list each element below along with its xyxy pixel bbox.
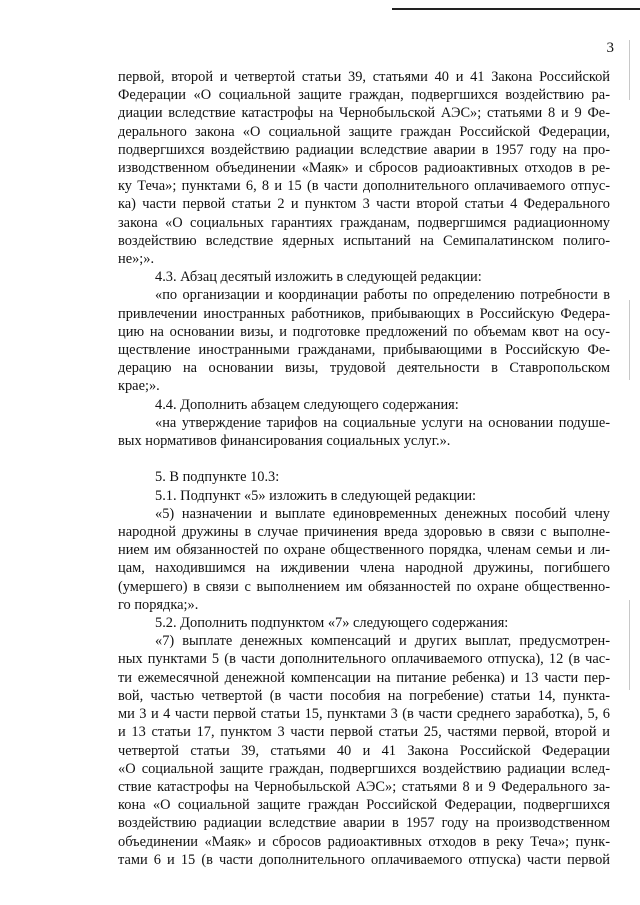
text-line: цию на основании визы, и подготовке предложений по объемам квот на осу- — [118, 323, 610, 340]
text-line: «7) выплате денежных компенсаций и других выплат, предусмотрен- — [155, 633, 610, 650]
text-line: дерального закона «О социальной защите граждан Российской Федерации, — [118, 123, 610, 140]
text-line: не»;». — [118, 251, 155, 268]
scan-edge-mark — [629, 300, 630, 380]
text-line: тами 6 и 15 (в части дополнительного оплачиваемого отпуска) части первой — [118, 851, 610, 868]
text-line: го порядка;». — [118, 596, 199, 613]
document-body — [118, 68, 610, 869]
page-number: 3 — [606, 40, 614, 56]
section-heading: 5.1. Подпункт «5» изложить в следующей редакции: — [155, 487, 477, 504]
section-heading: 5.2. Дополнить подпунктом «7» следующего содержания: — [155, 615, 509, 632]
text-line: ку Теча»; пунктами 6, 8 и 15 (в части дополнительного оплачиваемого отпус- — [118, 178, 610, 195]
text-line: изводственном объединении «Маяк» и сбросов радиоактивных отходов в ре- — [118, 160, 610, 177]
text-line: ти ежемесячной денежной компенсации на питание ребенка) и 13 части пер- — [118, 669, 610, 686]
text-line: диации вследствие катастрофы на Чернобыльской АЭС»; статьями 8 и 9 Фе- — [118, 105, 610, 122]
blank-line — [118, 450, 610, 468]
text-line: крае;». — [118, 378, 160, 395]
text-line: ка) части первой статьи 2 и пунктом 3 части второй статьи 4 Федерального — [118, 196, 610, 213]
text-line: ми 3 и 4 части первой статьи 15, пунктами 3 (в части среднего заработка), 5, 6 — [118, 706, 610, 723]
text-line: вой, частью четвертой (в части пособия на погребение) статьи 14, пункта- — [118, 687, 610, 704]
text-line: вых нормативов финансирования социальных услуг.». — [118, 433, 451, 450]
text-line: четвертой статьи 39, статьями 40 и 41 Закона Российской Федерации — [118, 742, 610, 759]
text-line: дерацию на основании визы, трудовой деятельности в Ставропольском — [118, 360, 610, 377]
text-line: воздействию радиации вследствие аварии в 1957 году на производственном — [118, 815, 610, 832]
text-line: цам, находившимся на иждивении члена народной дружины, погибшего — [118, 560, 610, 577]
text-line: нием им обязанностей по охране общественного порядка, членам семьи и ли- — [118, 542, 610, 559]
text-line: ствие катастрофы на Чернобыльской АЭС»; статьями 8 и 9 Федерального за- — [118, 778, 610, 795]
scan-border-line — [392, 8, 640, 10]
text-line: «О социальной защите граждан, подвергшихся воздействию радиации вслед- — [118, 760, 610, 777]
text-line: объединении «Маяк» и сбросов радиоактивных отходов в реку Теча»; пунк- — [118, 833, 610, 850]
text-line: первой, второй и четвертой статьи 39, статьями 40 и 41 Закона Российской — [118, 69, 610, 85]
text-line: (умершего) в связи с выполнением им обязанностей по охране общественно- — [118, 578, 610, 595]
text-line: ществление иностранными гражданами, прибывающими в Российскую Фе- — [118, 342, 610, 359]
scan-edge-mark — [629, 40, 630, 100]
text-line: привлечении иностранных работников, прибывающих в Российскую Федера- — [118, 305, 610, 322]
text-line: «на утверждение тарифов на социальные услуги на основании подуше- — [155, 414, 610, 431]
text-line: подвергшихся воздействию радиации вследствие аварии в 1957 году на про- — [118, 141, 610, 158]
text-line: закона «О социальных гарантиях гражданам, подвергшимся радиационному — [118, 214, 610, 231]
section-heading: 4.4. Дополнить абзацем следующего содержания: — [155, 396, 459, 413]
text-line: народной дружины в случае причинения вреда здоровью в связи с выполне- — [118, 524, 610, 541]
scan-edge-mark — [629, 600, 630, 690]
section-heading: 5. В подпункте 10.3: — [155, 469, 280, 486]
text-line: кона «О социальной защите граждан Российской Федерации, подвергшихся — [118, 797, 610, 814]
text-line: «5) назначении и выплате единовременных денежных пособий члену — [155, 505, 610, 522]
text-line: и 13 статьи 17, пунктом 3 части первой статьи 25, частями первой, второй и — [118, 724, 610, 741]
text-line: ных пунктами 5 (в части дополнительного оплачиваемого отпуска), 12 (в час- — [118, 651, 610, 668]
text-line: Федерации «О социальной защите граждан, подвергшихся воздействию ра- — [118, 87, 610, 104]
section-heading: 4.3. Абзац десятый изложить в следующей редакции: — [155, 269, 482, 286]
text-line: «по организации и координации работы по определению потребности в — [155, 287, 610, 304]
text-line: воздействию вследствие ядерных испытаний на Семипалатинском полиго- — [118, 232, 610, 249]
